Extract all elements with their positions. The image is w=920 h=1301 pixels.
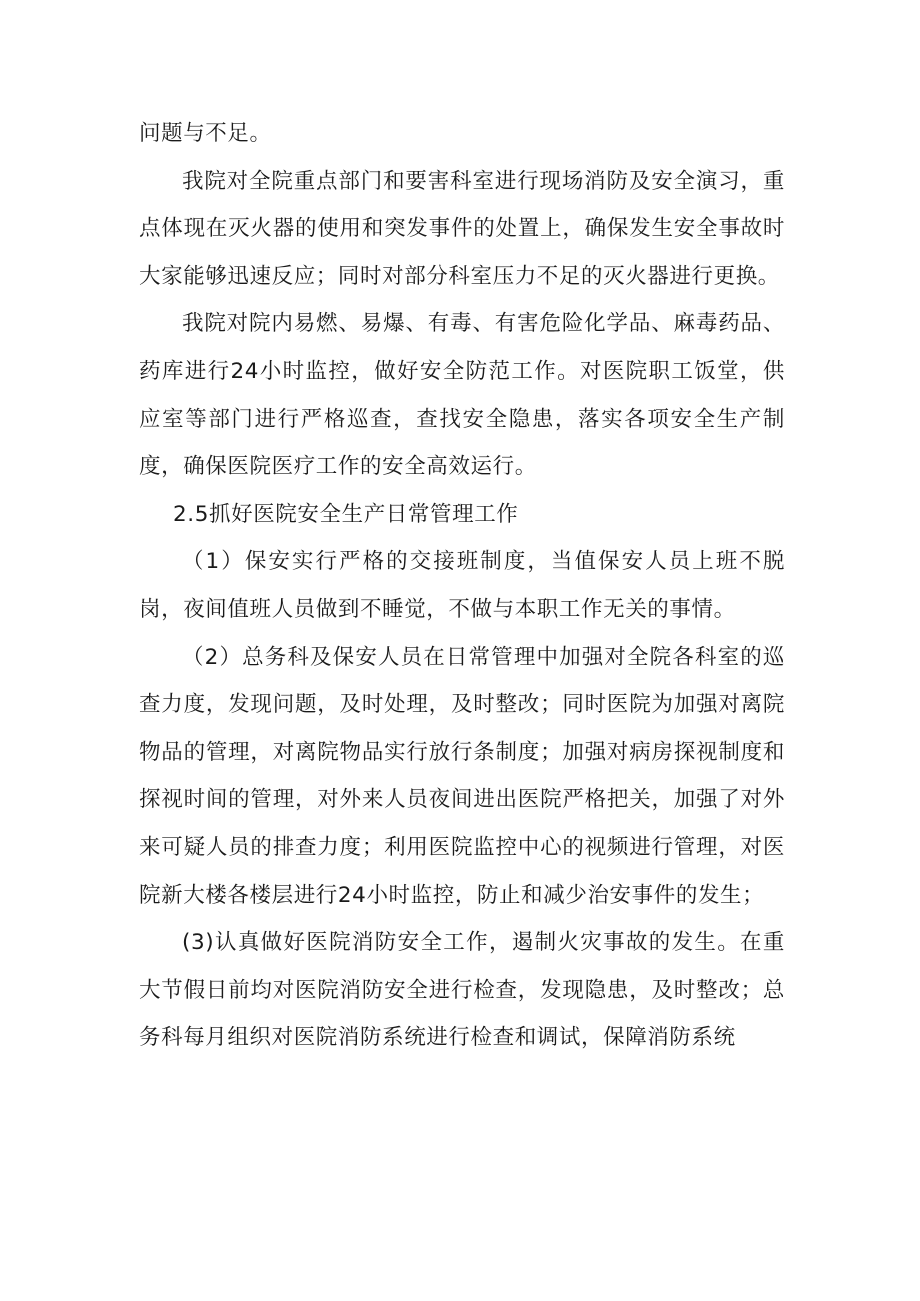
paragraph-item-1: （1）保安实行严格的交接班制度，当值保安人员上班不脱岗，夜间值班人员做到不睡觉，不做与本职工作无关的事情。 [139,549,785,622]
paragraph-item-2: （2）总务科及保安人员在日常管理中加强对全院各科室的巡查力度，发现问题，及时处理，及时整改；同时医院为加强对离院物品的管理，对离院物品实行放行条制度；加强对病房探视制度和探视时间的管理，对外来人员夜间进出医院严格把关，加强了对外来可疑人员的排查力度；利用医院监控中心的视频进行管理，对医院新大楼各楼层进行24小时监控，防止和减少治安事件的发生； [139,644,785,908]
paragraph-hazard-monitoring: 我院对院内易燃、易爆、有毒、有害危险化学品、麻毒药品、药库进行24小时监控，做好安全防范工作。对医院职工饭堂，供应室等部门进行严格巡查，查找安全隐患，落实各项安全生产制度，确保医院医疗工作的安全高效运行。 [139,311,785,480]
paragraph-continuation: 问题与不足。 [139,121,272,146]
paragraph-item-3: (3)认真做好医院消防安全工作，遏制火灾事故的发生。在重大节假日前均对医院消防安全进行检查，发现隐患，及时整改；总务科每月组织对医院消防系统进行检查和调试，保障消防系统 [139,930,785,1051]
paragraph-fire-drill: 我院对全院重点部门和要害科室进行现场消防及安全演习，重点体现在灭火器的使用和突发事件的处置上，确保发生安全事故时大家能够迅速反应；同时对部分科室压力不足的灭火器进行更换。 [139,168,785,289]
document-body [139,110,785,1062]
section-heading-2-5: 2.5抓好医院安全生产日常管理工作 [173,501,519,527]
